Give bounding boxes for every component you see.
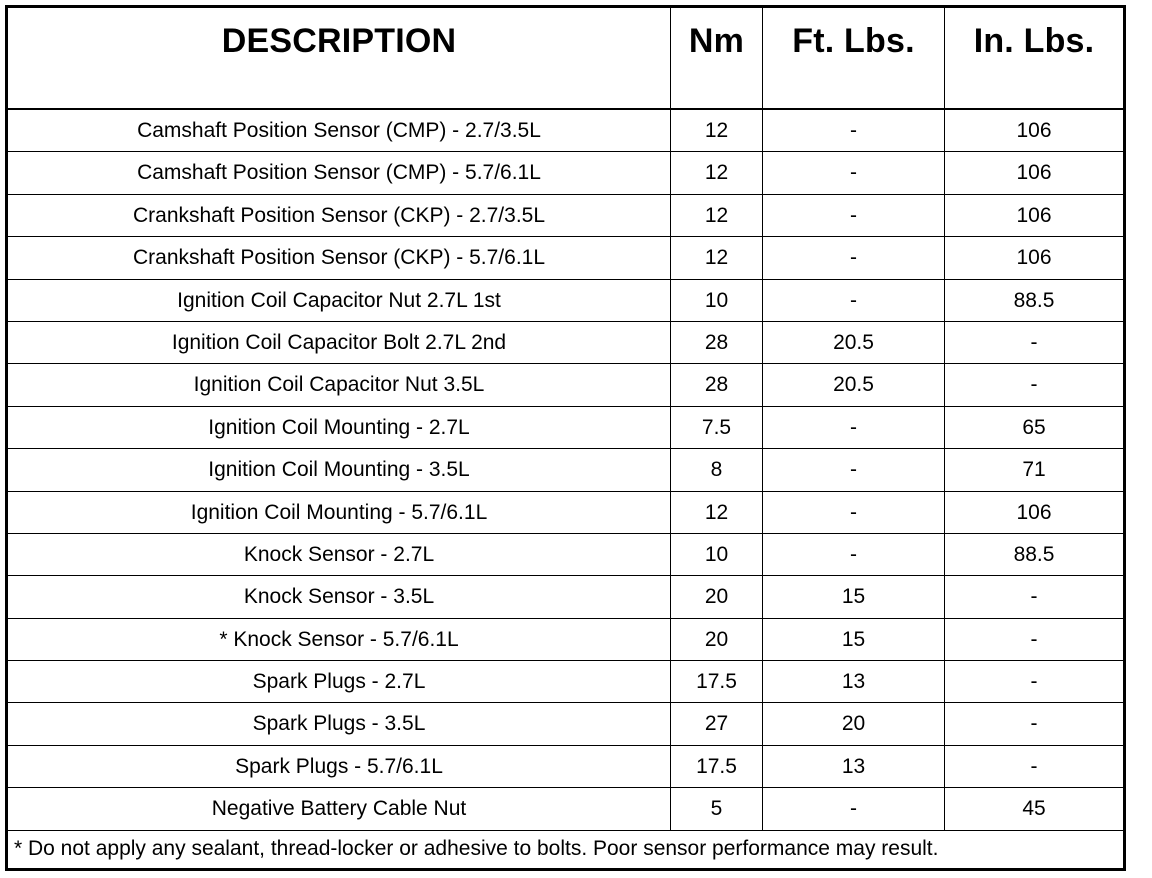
- table-row: [8, 576, 1123, 618]
- table-row: [8, 703, 1123, 745]
- cell-in-lbs: -: [1030, 627, 1038, 651]
- cell-nm: 28: [671, 364, 763, 405]
- cell-description: Ignition Coil Capacitor Bolt 2.7L 2nd: [8, 322, 671, 363]
- table-body: [8, 110, 1123, 831]
- table-row: [8, 788, 1123, 830]
- cell-in-lbs: -: [1030, 585, 1038, 609]
- cell-description: Ignition Coil Capacitor Nut 2.7L 1st: [8, 280, 671, 321]
- cell-ft-lbs: 15: [763, 576, 945, 617]
- cell-ft-lbs: 20.5: [763, 322, 945, 363]
- torque-spec-table: [5, 5, 1126, 871]
- cell-description: Camshaft Position Sensor (CMP) - 2.7/3.5L: [8, 110, 671, 151]
- cell-in-lbs: -: [1030, 712, 1038, 736]
- cell-ft-lbs: -: [763, 788, 945, 829]
- cell-nm: 12: [671, 152, 763, 193]
- cell-ft-lbs: -: [763, 152, 945, 193]
- header-in-lbs: In. Lbs.: [973, 22, 1095, 60]
- cell-description: Spark Plugs - 3.5L: [8, 703, 671, 744]
- cell-ft-lbs: -: [763, 280, 945, 321]
- cell-description: Knock Sensor - 3.5L: [8, 576, 671, 617]
- cell-description: Ignition Coil Mounting - 3.5L: [8, 449, 671, 490]
- cell-description: Knock Sensor - 2.7L: [8, 534, 671, 575]
- table-row: [8, 322, 1123, 364]
- table-row: [8, 407, 1123, 449]
- cell-ft-lbs: -: [763, 237, 945, 278]
- cell-in-lbs: 106: [1016, 246, 1052, 270]
- cell-ft-lbs: -: [763, 195, 945, 236]
- cell-nm: 17.5: [671, 661, 763, 702]
- cell-ft-lbs: -: [763, 449, 945, 490]
- header-ft-lbs: Ft. Lbs.: [763, 8, 945, 108]
- cell-nm: 20: [671, 576, 763, 617]
- cell-nm: 10: [671, 534, 763, 575]
- table-row: [8, 280, 1123, 322]
- cell-ft-lbs: -: [763, 407, 945, 448]
- cell-nm: 5: [671, 788, 763, 829]
- cell-nm: 12: [671, 492, 763, 533]
- cell-in-lbs: -: [1030, 373, 1038, 397]
- table-footnote: * Do not apply any sealant, thread-locker or adhesive to bolts. Poor sensor performance may result.: [14, 837, 939, 861]
- cell-nm: 10: [671, 280, 763, 321]
- cell-description: Ignition Coil Capacitor Nut 3.5L: [8, 364, 671, 405]
- table-row: [8, 195, 1123, 237]
- cell-nm: 20: [671, 619, 763, 660]
- cell-in-lbs: 106: [1016, 119, 1052, 142]
- cell-description: * Knock Sensor - 5.7/6.1L: [8, 619, 671, 660]
- cell-ft-lbs: 20.5: [763, 364, 945, 405]
- cell-description: Ignition Coil Mounting - 5.7/6.1L: [8, 492, 671, 533]
- table-row: [8, 492, 1123, 534]
- cell-description: Ignition Coil Mounting - 2.7L: [8, 407, 671, 448]
- table-row: [8, 661, 1123, 703]
- cell-description: Crankshaft Position Sensor (CKP) - 2.7/3.5L: [8, 195, 671, 236]
- cell-in-lbs: -: [1030, 330, 1038, 354]
- cell-in-lbs: 88.5: [1013, 542, 1055, 566]
- cell-description: Negative Battery Cable Nut: [8, 788, 671, 829]
- cell-nm: 27: [671, 703, 763, 744]
- cell-in-lbs: 88.5: [1013, 288, 1055, 312]
- cell-nm: 7.5: [671, 407, 763, 448]
- cell-in-lbs: 106: [1016, 203, 1052, 227]
- cell-in-lbs: 106: [1016, 161, 1052, 185]
- header-description: DESCRIPTION: [8, 8, 671, 108]
- cell-nm: 28: [671, 322, 763, 363]
- cell-description: Spark Plugs - 2.7L: [8, 661, 671, 702]
- cell-nm: 12: [671, 237, 763, 278]
- table-row: [8, 364, 1123, 406]
- table-row: [8, 746, 1123, 788]
- cell-in-lbs: 45: [1022, 797, 1046, 821]
- cell-nm: 12: [671, 195, 763, 236]
- cell-ft-lbs: 13: [763, 746, 945, 787]
- cell-description: Camshaft Position Sensor (CMP) - 5.7/6.1L: [8, 152, 671, 193]
- cell-in-lbs: 65: [1022, 415, 1046, 439]
- table-row: [8, 237, 1123, 279]
- table-row: [8, 534, 1123, 576]
- cell-nm: 8: [671, 449, 763, 490]
- table-row: [8, 449, 1123, 491]
- table-row: [8, 110, 1123, 152]
- cell-ft-lbs: 15: [763, 619, 945, 660]
- cell-ft-lbs: -: [763, 110, 945, 151]
- cell-nm: 12: [671, 110, 763, 151]
- cell-in-lbs: 71: [1022, 458, 1046, 482]
- cell-nm: 17.5: [671, 746, 763, 787]
- cell-ft-lbs: -: [763, 492, 945, 533]
- table-header-row: [8, 8, 1123, 110]
- table-row: [8, 152, 1123, 194]
- header-nm: Nm: [671, 8, 763, 108]
- cell-in-lbs: 106: [1016, 500, 1052, 524]
- table-row: [8, 619, 1123, 661]
- cell-description: Crankshaft Position Sensor (CKP) - 5.7/6.1L: [8, 237, 671, 278]
- cell-in-lbs: -: [1030, 754, 1038, 778]
- cell-ft-lbs: -: [763, 534, 945, 575]
- cell-in-lbs: -: [1030, 670, 1038, 694]
- cell-description: Spark Plugs - 5.7/6.1L: [8, 746, 671, 787]
- cell-ft-lbs: 20: [763, 703, 945, 744]
- cell-ft-lbs: 13: [763, 661, 945, 702]
